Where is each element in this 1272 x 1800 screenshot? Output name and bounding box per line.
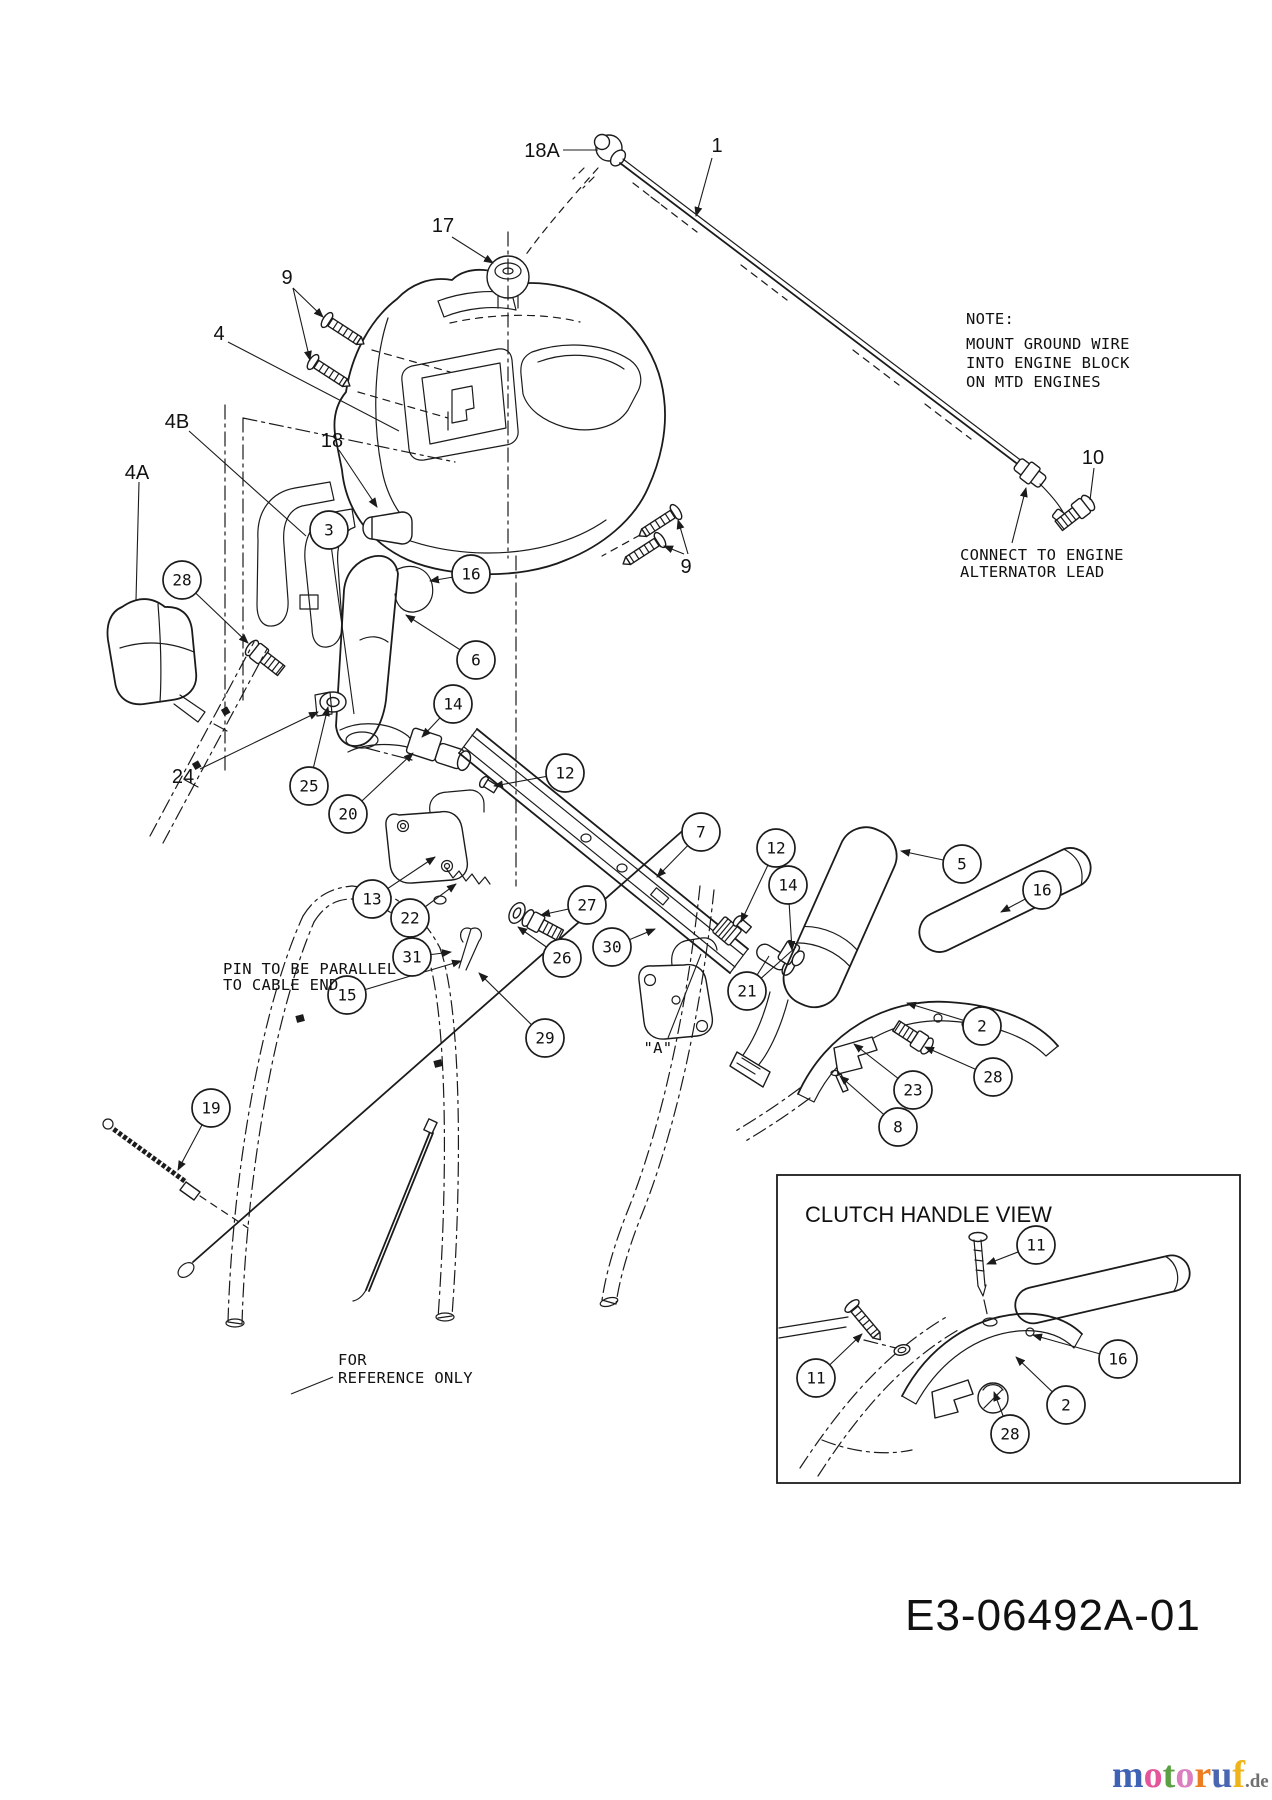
callout-27 — [568, 886, 606, 924]
svg-text:16: 16 — [461, 564, 481, 584]
callout-16 — [1023, 871, 1061, 909]
svg-text:30: 30 — [602, 937, 622, 957]
pin-note-line: TO CABLE END — [223, 976, 339, 994]
callout-25 — [290, 767, 328, 805]
svg-text:28: 28 — [983, 1067, 1003, 1087]
reference-note-line: FOR — [338, 1351, 367, 1369]
callout-28 — [974, 1058, 1012, 1096]
ground-wire — [525, 135, 1097, 533]
svg-text:28: 28 — [172, 570, 192, 590]
reference-note-line: REFERENCE ONLY — [338, 1369, 473, 1387]
svg-text:2: 2 — [1061, 1395, 1071, 1415]
label-4B: 4B — [164, 411, 190, 433]
svg-text:16: 16 — [1032, 880, 1052, 900]
inset-title: CLUTCH HANDLE VIEW — [805, 1202, 1052, 1227]
callout-14 — [769, 866, 807, 904]
callout-23 — [894, 1071, 932, 1109]
clutch-cable — [103, 1119, 248, 1228]
callout-30 — [593, 928, 631, 966]
callout-16 — [1099, 1340, 1137, 1378]
svg-text:7: 7 — [696, 822, 706, 842]
svg-text:6: 6 — [471, 650, 481, 670]
callout-16 — [452, 555, 490, 593]
callout-8 — [879, 1108, 917, 1146]
callout-2 — [963, 1007, 1001, 1045]
svg-text:14: 14 — [778, 875, 798, 895]
callout-7 — [682, 813, 720, 851]
svg-text:8: 8 — [893, 1117, 903, 1137]
callout-29 — [526, 1019, 564, 1057]
label-1: 1 — [711, 135, 723, 157]
callout-2 — [1047, 1386, 1085, 1424]
callout-13 — [353, 880, 391, 918]
callout-28 — [163, 561, 201, 599]
callout-11 — [797, 1359, 835, 1397]
callout-12 — [757, 829, 795, 867]
label-9: 9 — [680, 556, 692, 578]
svg-text:20: 20 — [338, 804, 358, 824]
callout-5 — [943, 845, 981, 883]
svg-text:12: 12 — [555, 763, 575, 783]
note-line: NOTE: — [966, 310, 1015, 328]
callout-3 — [310, 511, 348, 549]
callout-21 — [728, 972, 766, 1010]
note-line: MOUNT GROUND WIRE — [966, 335, 1130, 353]
callout-12 — [546, 754, 584, 792]
callout-11 — [1017, 1226, 1055, 1264]
svg-text:28: 28 — [1000, 1424, 1020, 1444]
deflector-shells — [257, 482, 355, 647]
label-9: 9 — [281, 267, 293, 289]
engine-cover — [334, 232, 665, 574]
svg-text:27: 27 — [577, 895, 597, 915]
svg-text:16: 16 — [1108, 1349, 1128, 1369]
part-callouts — [125, 135, 1137, 1453]
label-18A: 18A — [524, 140, 560, 162]
svg-text:29: 29 — [535, 1028, 555, 1048]
svg-text:31: 31 — [402, 947, 422, 967]
callout-14 — [434, 685, 472, 723]
cover-4a — [108, 599, 205, 722]
svg-text:13: 13 — [362, 889, 382, 909]
note-line: ON MTD ENGINES — [966, 373, 1101, 391]
svg-text:23: 23 — [903, 1080, 923, 1100]
label-10: 10 — [1081, 447, 1105, 469]
svg-text:21: 21 — [737, 981, 757, 1001]
svg-text:15: 15 — [337, 985, 357, 1005]
pin-note-line: PIN TO BE PARALLEL — [223, 960, 397, 978]
svg-text:19: 19 — [201, 1098, 221, 1118]
callout-26 — [543, 939, 581, 977]
chute-coupler — [406, 728, 499, 795]
callout-6 — [457, 641, 495, 679]
connect-note-line: CONNECT TO ENGINE — [960, 546, 1124, 564]
label-4A: 4A — [124, 462, 150, 484]
callout-19 — [192, 1089, 230, 1127]
svg-text:11: 11 — [1026, 1235, 1046, 1255]
svg-text:11: 11 — [806, 1368, 826, 1388]
site-logo: motoruf.de — [1112, 1754, 1269, 1796]
label-17: 17 — [431, 215, 455, 237]
label-24: 24 — [171, 766, 195, 788]
section-label: "A" — [643, 1039, 673, 1057]
label-18: 18 — [320, 430, 344, 452]
svg-text:3: 3 — [324, 520, 334, 540]
svg-text:5: 5 — [957, 854, 967, 874]
svg-text:26: 26 — [552, 948, 572, 968]
chute-rod — [175, 826, 698, 1280]
note-line: INTO ENGINE BLOCK — [966, 354, 1130, 372]
diagram-code: E3-06492A-01 — [905, 1591, 1201, 1640]
callout-31 — [393, 938, 431, 976]
svg-text:14: 14 — [443, 694, 463, 714]
callout-20 — [329, 795, 367, 833]
svg-text:2: 2 — [977, 1016, 987, 1036]
connect-note-line: ALTERNATOR LEAD — [960, 563, 1105, 581]
label-4: 4 — [213, 323, 225, 345]
svg-text:25: 25 — [299, 776, 319, 796]
svg-text:12: 12 — [766, 838, 786, 858]
callout-22 — [391, 899, 429, 937]
svg-text:22: 22 — [400, 908, 420, 928]
callout-28 — [991, 1415, 1029, 1453]
